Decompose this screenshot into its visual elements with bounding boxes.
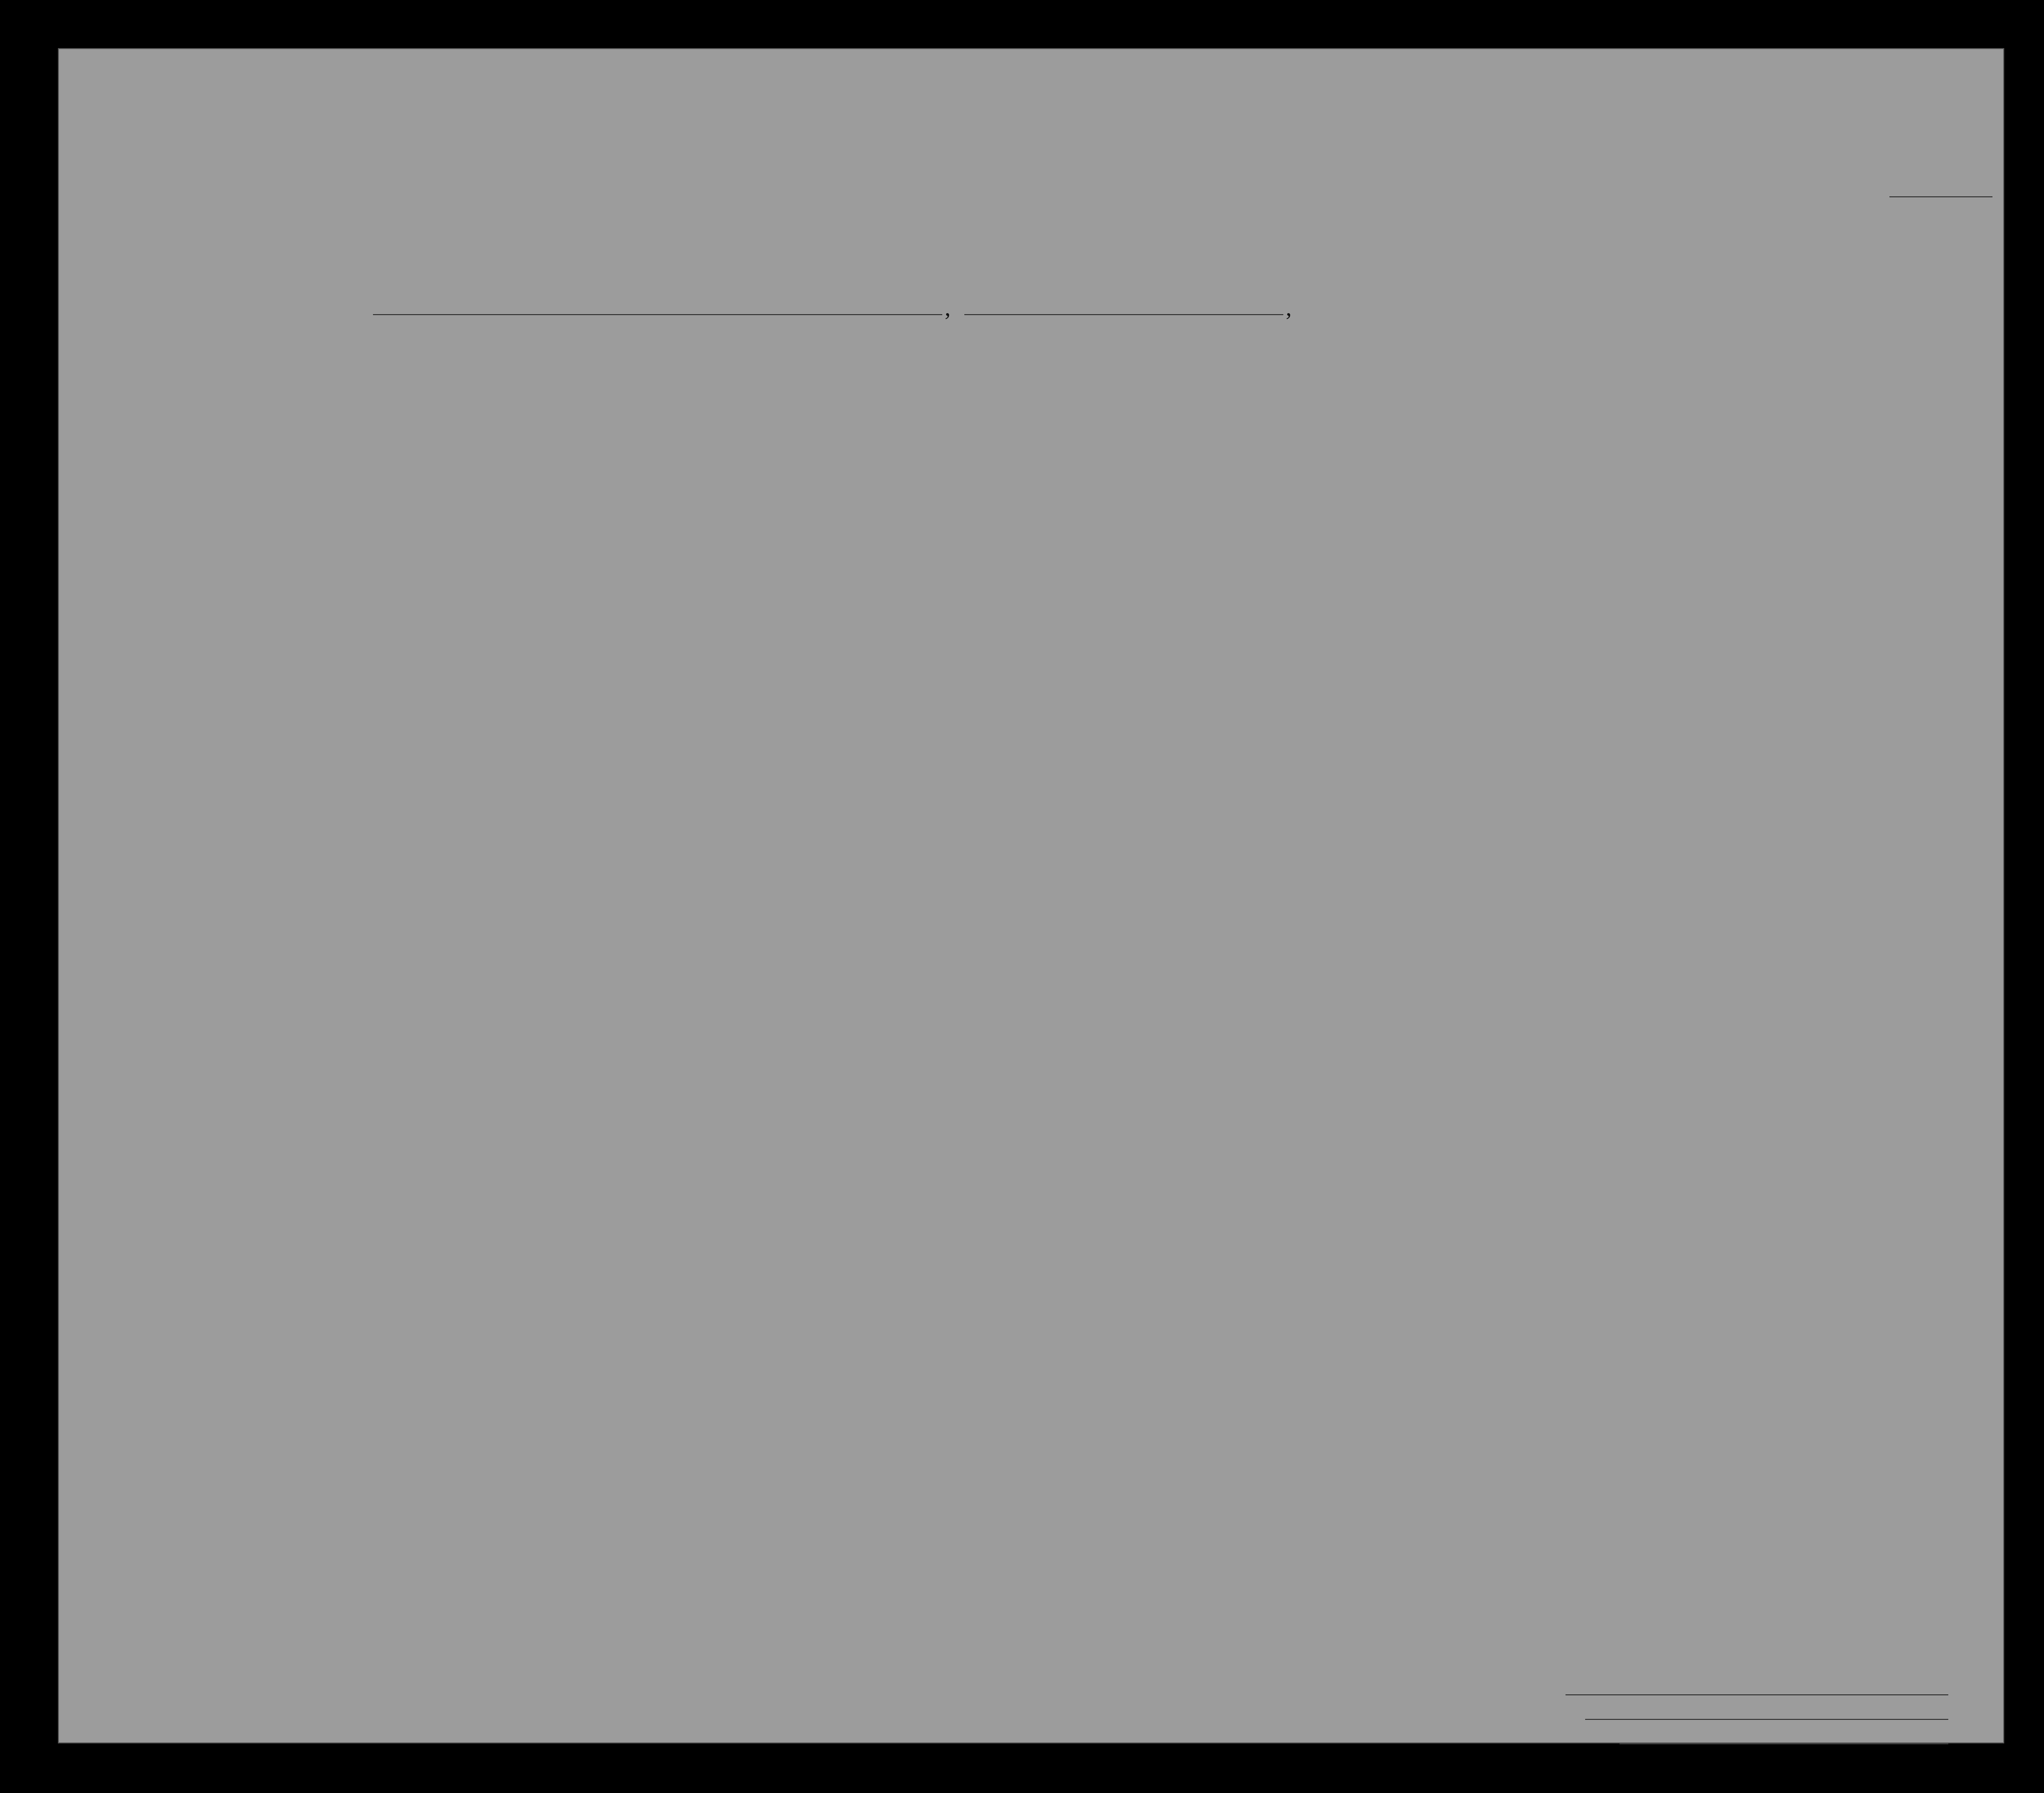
comma2: , bbox=[1286, 295, 1292, 321]
comma: , bbox=[945, 295, 951, 321]
page-subtitle bbox=[201, 235, 1723, 250]
line-rule bbox=[1566, 1694, 1948, 1695]
manifest-sheet bbox=[58, 48, 2004, 1743]
list-number-line bbox=[1889, 196, 1992, 197]
date-line bbox=[964, 314, 1283, 315]
agents-rule bbox=[1619, 1743, 1948, 1744]
port-line bbox=[373, 314, 942, 315]
owners-rule bbox=[1585, 1719, 1948, 1720]
